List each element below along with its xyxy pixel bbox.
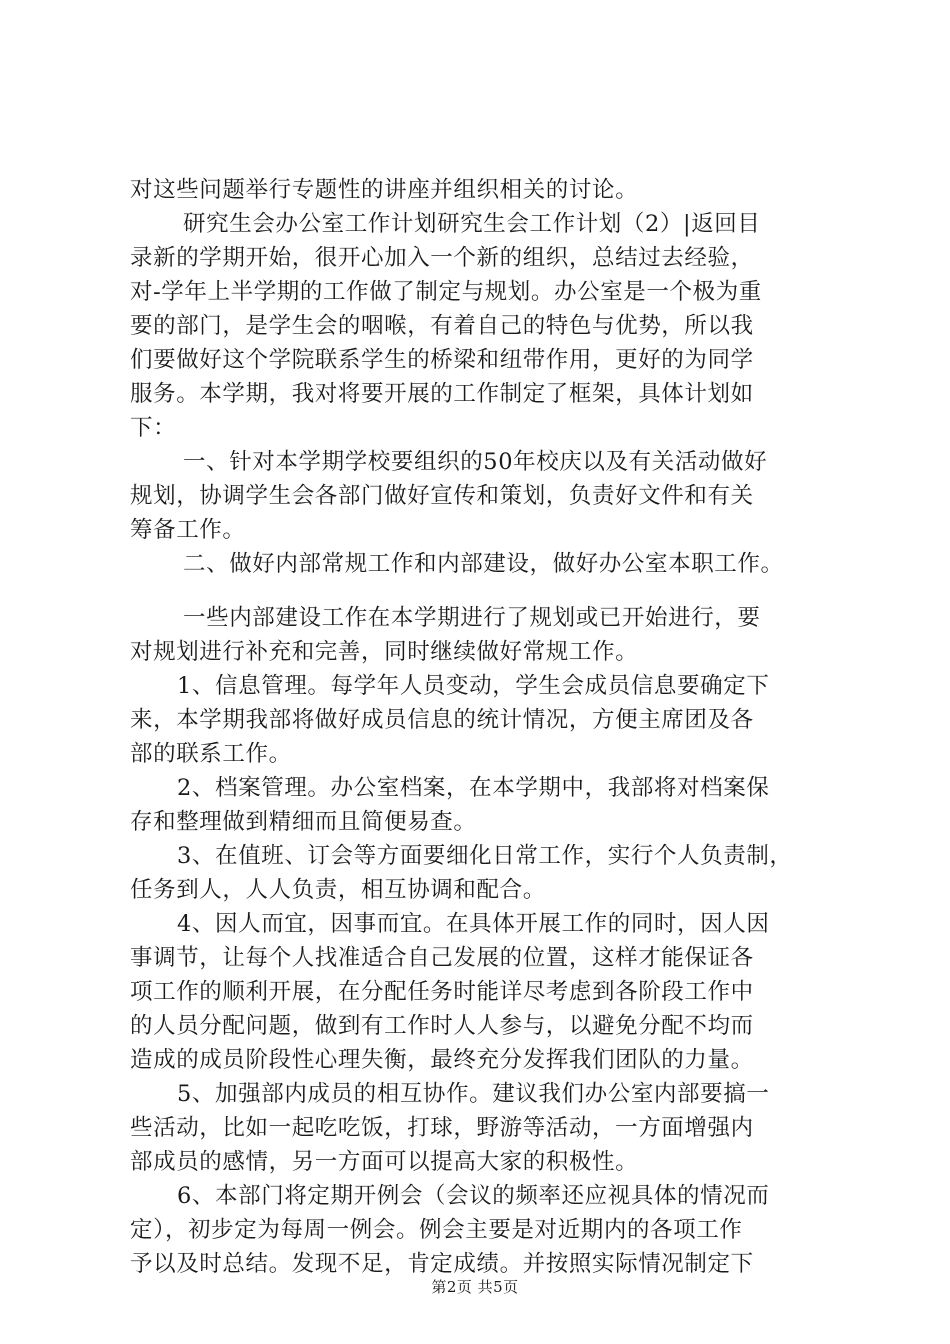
text-line: 事调节，让每个人找准适合自己发展的位置，这样才能保证各 [130, 945, 754, 971]
text-line: 下： [130, 415, 177, 441]
text-line: 存和整理做到精细而且简便易查。 [130, 809, 477, 835]
text-line: 部的联系工作。 [130, 741, 292, 767]
text-line: 一、针对本学期学校要组织的50年校庆以及有关活动做好 [183, 449, 768, 475]
text-line: 筹备工作。 [130, 517, 246, 543]
text-line: 4、因人而宜，因事而宜。在具体开展工作的同时，因人因 [177, 911, 770, 937]
text-line: 部成员的感情，另一方面可以提高大家的积极性。 [130, 1149, 639, 1175]
text-line: 的人员分配问题，做到有工作时人人参与，以避免分配不均而 [130, 1013, 754, 1039]
text-line: 服务。本学期，我对将要开展的工作制定了框架，具体计划如 [130, 381, 754, 407]
page-number: 第2页 共5页 [431, 1278, 519, 1296]
text-line: 对这些问题举行专题性的讲座并组织相关的讨论。 [130, 177, 639, 203]
text-line: 予以及时总结。发现不足，肯定成绩。并按照实际情况制定下 [130, 1251, 754, 1277]
text-line: 3、在值班、订会等方面要细化日常工作，实行个人负责制， [177, 843, 793, 869]
text-line: 对规划进行补充和完善，同时继续做好常规工作。 [130, 639, 639, 665]
text-line: 2、档案管理。办公室档案，在本学期中，我部将对档案保 [177, 775, 770, 801]
text-line: 研究生会办公室工作计划研究生会工作计划（2）|返回目 [183, 211, 761, 237]
text-line: 对-学年上半学期的工作做了制定与规划。办公室是一个极为重 [130, 279, 762, 305]
text-line: 一些内部建设工作在本学期进行了规划或已开始进行，要 [183, 605, 761, 631]
text-line: 录新的学期开始，很开心加入一个新的组织，总结过去经验， [130, 245, 754, 271]
text-line: 造成的成员阶段性心理失衡，最终充分发挥我们团队的力量。 [130, 1047, 754, 1073]
text-line: 些活动，比如一起吃吃饭，打球，野游等活动，一方面增强内 [130, 1115, 754, 1141]
text-line: 定），初步定为每周一例会。例会主要是对近期内的各项工作 [130, 1217, 743, 1243]
text-line: 6、本部门将定期开例会（会议的频率还应视具体的情况而 [177, 1183, 770, 1209]
text-line: 1、信息管理。每学年人员变动，学生会成员信息要确定下 [177, 673, 770, 699]
text-line: 要的部门，是学生会的咽喉，有着自己的特色与优势，所以我 [130, 313, 754, 339]
text-line: 项工作的顺利开展，在分配任务时能详尽考虑到各阶段工作中 [130, 979, 754, 1005]
text-line: 5、加强部内成员的相互协作。建议我们办公室内部要搞一 [177, 1081, 770, 1107]
text-line: 来，本学期我部将做好成员信息的统计情况，方便主席团及各 [130, 707, 754, 733]
text-line: 任务到人，人人负责，相互协调和配合。 [130, 877, 546, 903]
text-line: 二、做好内部常规工作和内部建设，做好办公室本职工作。 [183, 551, 784, 577]
text-line: 规划，协调学生会各部门做好宣传和策划，负责好文件和有关 [130, 483, 754, 509]
text-line: 们要做好这个学院联系学生的桥梁和纽带作用，更好的为同学 [130, 347, 754, 373]
